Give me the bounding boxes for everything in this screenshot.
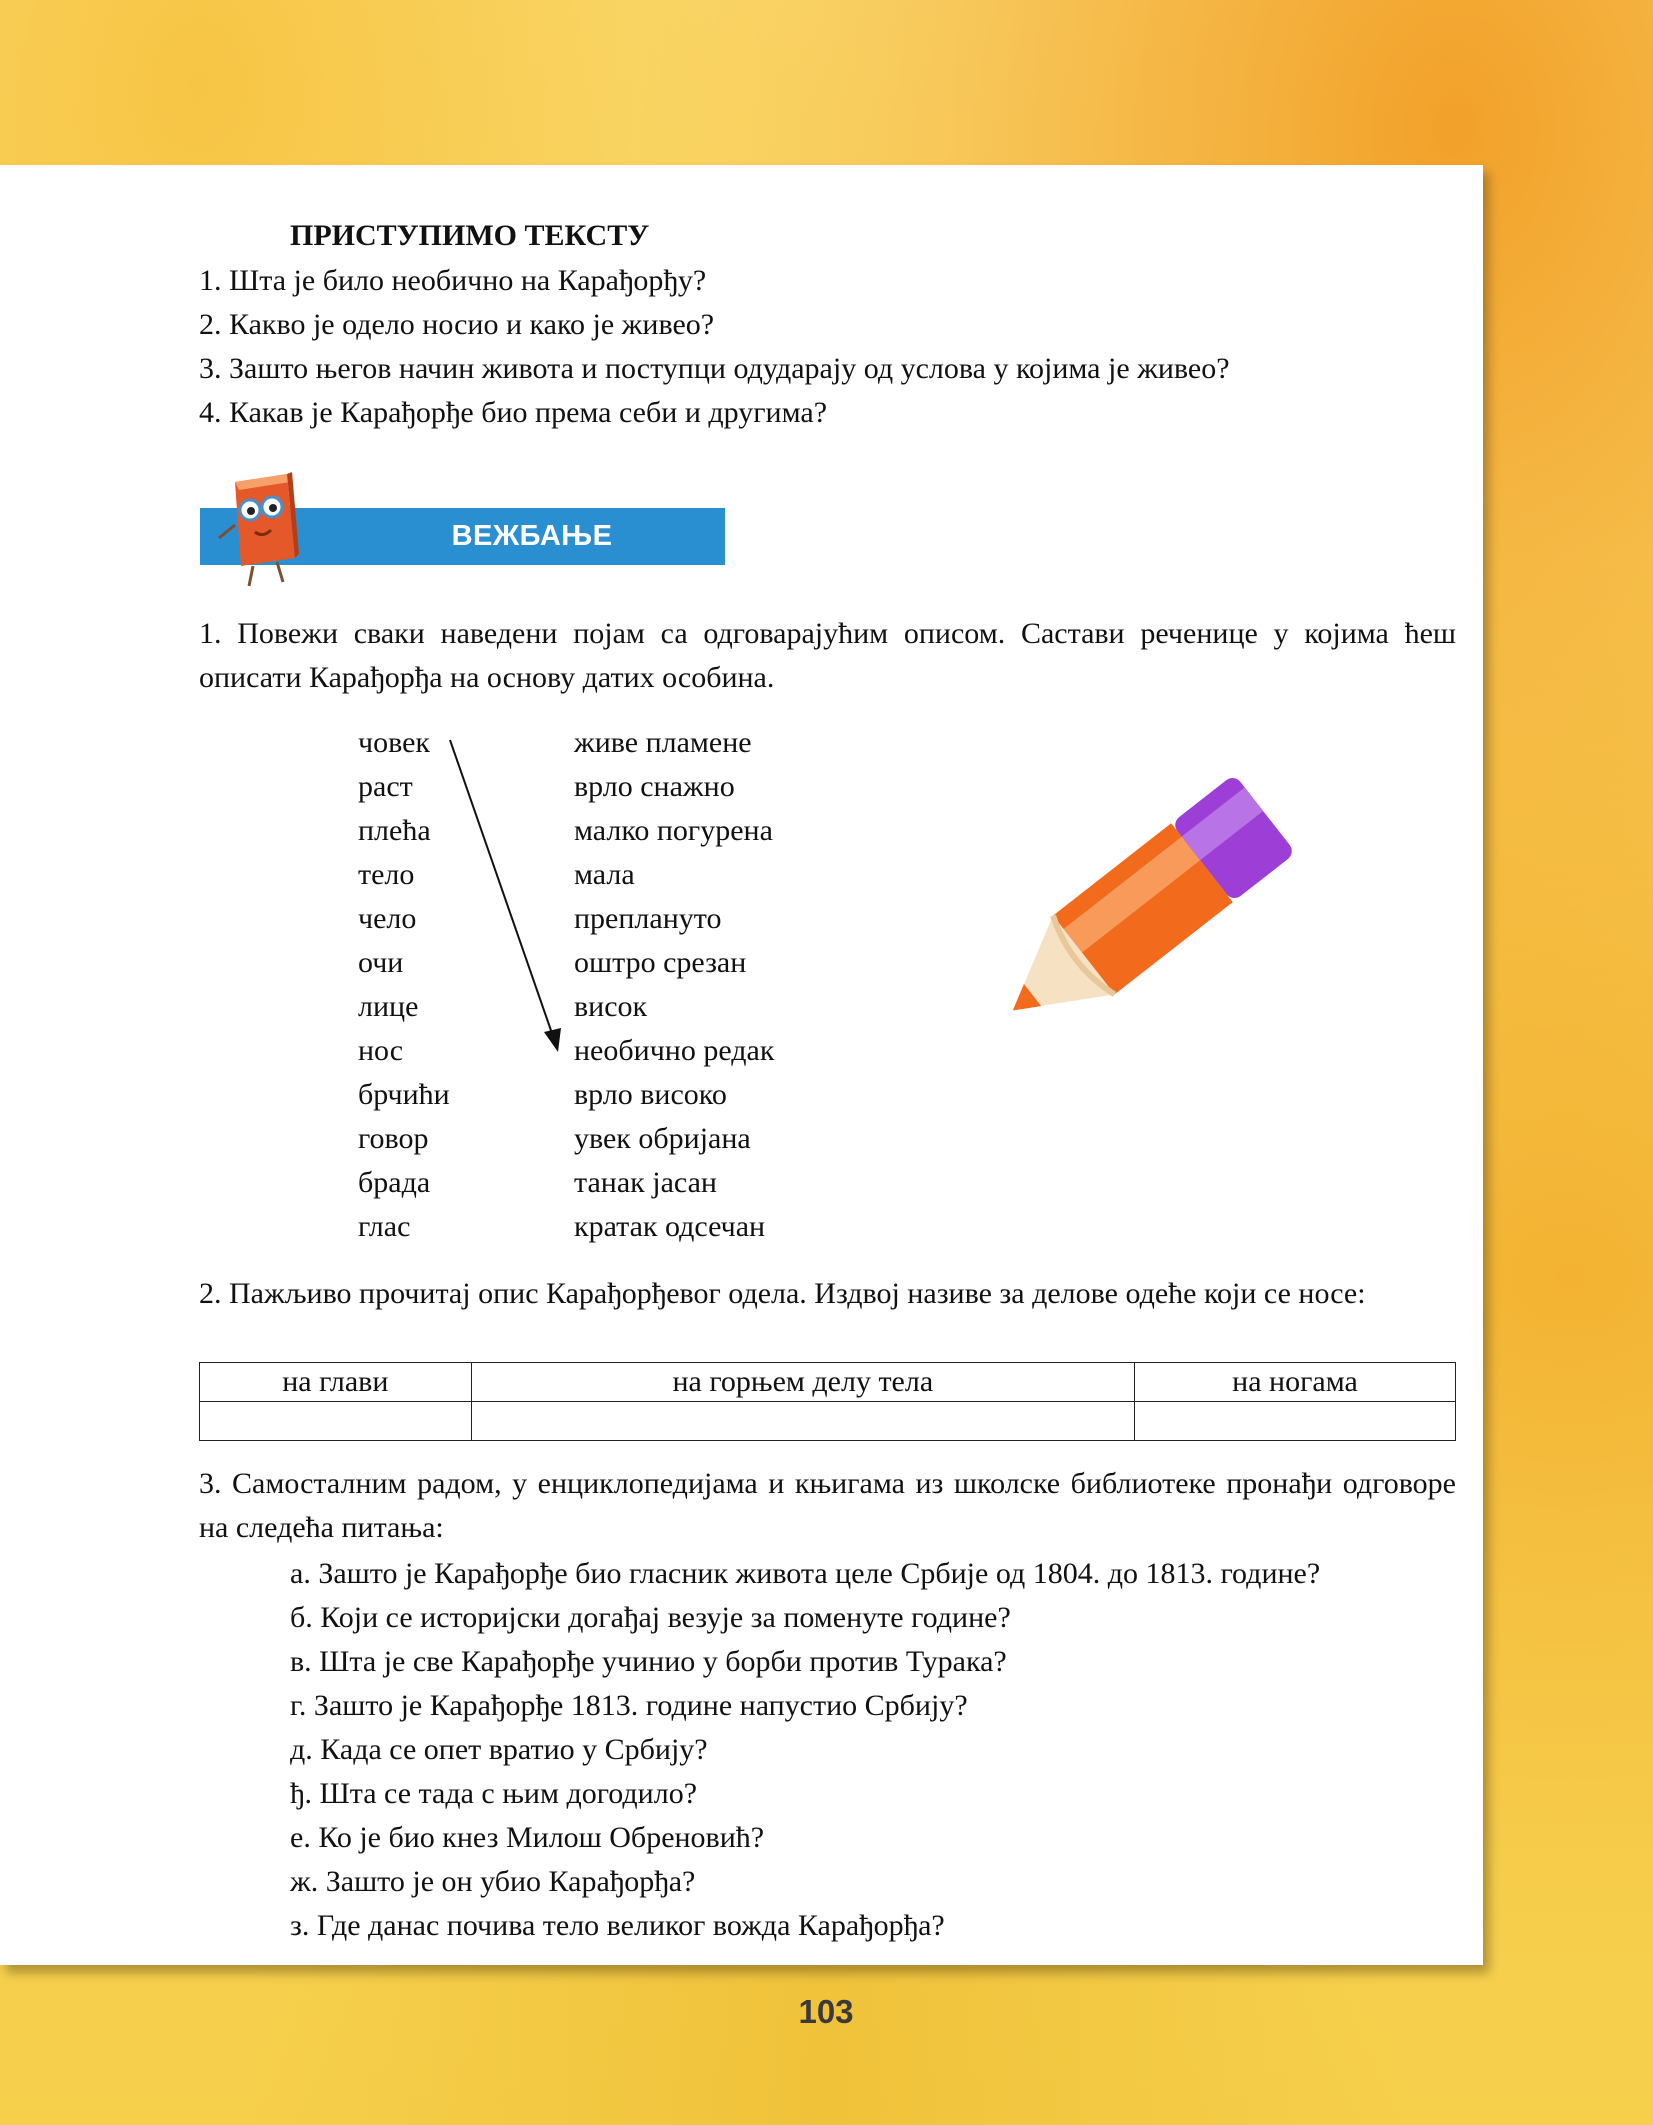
description-item: оштро срезан: [574, 946, 747, 979]
list-item: б. Који се историјски догађај везује за поменуте године?: [290, 1601, 1011, 1634]
list-item: е. Ко је био кнез Милош Обреновић?: [290, 1821, 765, 1854]
term-item: глас: [358, 1210, 411, 1243]
description-item: кратак одсечан: [574, 1210, 766, 1243]
table-header-cell: на ногама: [1134, 1363, 1455, 1402]
clothing-table: [199, 1362, 1456, 1441]
term-item: човек: [358, 726, 430, 759]
description-item: врло снажно: [574, 770, 735, 803]
book-mascot-icon: [195, 470, 325, 590]
term-item: чело: [358, 902, 417, 935]
term-item: брчићи: [358, 1078, 450, 1111]
question-4: 4. Какав је Карађорђе био према себи и другима?: [199, 396, 828, 429]
list-item: ђ. Шта се тада с њим догодило?: [290, 1777, 698, 1810]
table-header-cell: на горњем делу тела: [471, 1363, 1134, 1402]
description-item: увек обријана: [574, 1122, 751, 1155]
description-item: необично редак: [574, 1034, 775, 1067]
question-3: 3. Зашто његов начин живота и поступци одударају од услова у којима је живео?: [199, 352, 1230, 385]
description-item: висок: [574, 990, 648, 1023]
example-connector-arrow: [440, 730, 580, 1060]
exercise-banner-label: ВЕЖБАЊЕ: [451, 520, 613, 552]
description-item: мала: [574, 858, 635, 891]
list-item: а. Зашто је Карађорђе био гласник живота целе Србије од 1804. до 1813. године?: [290, 1557, 1321, 1590]
term-item: говор: [358, 1122, 429, 1155]
list-item: в. Шта је све Карађорђе учинио у борби против Турака?: [290, 1645, 1007, 1678]
answer-cell[interactable]: [200, 1402, 472, 1441]
table-header-cell: на глави: [200, 1363, 472, 1402]
term-item: плећа: [358, 814, 431, 847]
description-item: танак јасан: [574, 1166, 717, 1199]
term-item: лице: [358, 990, 419, 1023]
task-1-text: 1. Повежи сваки наведени појам са одговарајућим описом. Састави реченице у којима ћеш описати Карађорђа на основу датих особина.: [199, 617, 1456, 694]
list-item: з. Где данас почива тело великог вожда Карађорђа?: [290, 1909, 945, 1942]
term-item: брада: [358, 1166, 431, 1199]
term-item: раст: [358, 770, 413, 803]
description-item: врло високо: [574, 1078, 727, 1111]
term-item: очи: [358, 946, 404, 979]
term-item: нос: [358, 1034, 404, 1067]
description-item: малко погурена: [574, 814, 773, 847]
description-item: живе пламене: [574, 726, 752, 759]
page-number: 103: [798, 1993, 854, 2030]
question-1: 1. Шта је било необично на Карађорђу?: [199, 264, 707, 297]
table-answer-row: [200, 1402, 1456, 1441]
list-item: д. Када се опет вратио у Србију?: [290, 1733, 708, 1766]
question-2: 2. Какво је одело носио и како је живео?: [199, 308, 715, 341]
answer-cell[interactable]: [1134, 1402, 1455, 1441]
answer-cell[interactable]: [471, 1402, 1134, 1441]
description-item: преплануто: [574, 902, 722, 935]
list-item: ж. Зашто је он убио Карађорђа?: [290, 1865, 696, 1898]
list-item: г. Зашто је Карађорђе 1813. године напустио Србију?: [290, 1689, 968, 1722]
task-3-text: 3. Самосталним радом, у енциклопедијама и књигама из школске библиотеке пронађи одговоре на следећа питања:: [199, 1467, 1456, 1544]
task-2-text: 2. Пажљиво прочитај опис Карађорђевог одела. Издвој називе за делове одеће који се носе:: [199, 1277, 1366, 1310]
pencil-icon: [960, 770, 1310, 1060]
term-item: тело: [358, 858, 415, 891]
section-title: ПРИСТУПИМО ТЕКСТУ: [290, 219, 650, 252]
table-header-row: [200, 1363, 1456, 1402]
